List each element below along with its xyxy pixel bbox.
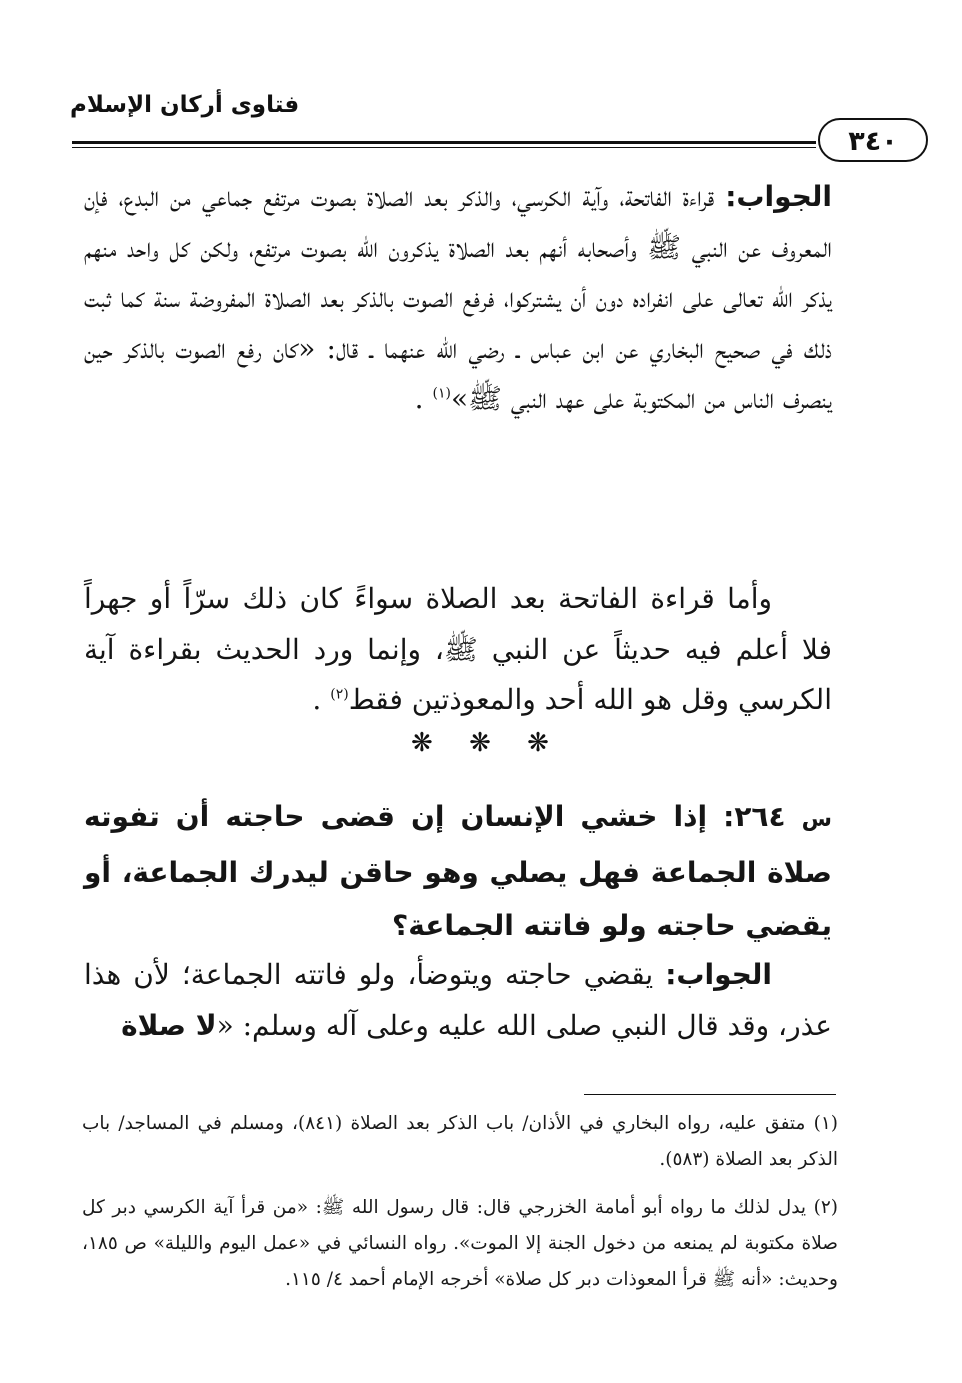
footnote-2 [82,1190,838,1298]
answer-lead: الجواب: [725,180,832,213]
question-264 [84,790,832,952]
question-text: : إذا خشي الإنسان إن قضى حاجته أن تفوته صلاة الجماعة فهل يصلي وهو حاقن ليدرك الجماعة، أو يقضي حاجته ولو فاتته الجماعة؟ [84,800,832,942]
answer-end: . [414,382,433,415]
question-mark: س [801,807,833,832]
section-separator: ❋ ❋ ❋ [411,728,549,758]
running-header-title: فتاوى أركان الإسلام [70,92,300,118]
answer-lead-2: الجواب: [665,958,772,991]
header-rule-thin [72,147,816,148]
footnote-number: (٢) [813,1197,838,1218]
question-number: ٢٦٤ [734,800,786,833]
answer-text: قراءة الفاتحة، وآية الكرسي، والذكر بعد الصلاة بصوت مرتفع جماعي من البدع، فإن المعروف عن النبي ﷺ وأصحابه أنهم بعد الصلاة يذكرون الله بصوت مرتفع، ولكن كل واحد منهم يذكر الله تعالى على انفراده دون أن يشتركوا، فرفع الصوت بالذكر بعد الصلاة المفروضة سنة كما ثبت ذلك في صحيح البخاري عن ابن عباس ـ رضي الله عنهما ـ قال: «كان رفع الصوت بالذكر حين ينصرف الناس من المكتوبة على عهد النبي ﷺ» [84,180,832,415]
header-rule [72,141,816,144]
answer-paragraph-2 [84,574,832,726]
footnote-text: متفق عليه، رواه البخاري في الأذان/ باب الذكر بعد الصلاة (٨٤١)، ومسلم في المساجد/ باب الذكر بعد الصلاة (٥٨٣). [82,1113,838,1170]
footnote-text: يدل لذلك ما رواه أبو أمامة الخزرجي قال: قال رسول الله ﷺ: «من قرأ آية الكرسي دبر كل صلاة مكتوبة لم يمنعه من دخول الجنة إلا الموت». رواه النسائي في «عمل اليوم والليلة» ص ١٨٥، وحديث: «أنه ﷺ قرأ المعوذات دبر كل صلاة» أخرجه الإمام أحمد ٤/ ١١٥. [82,1197,838,1290]
answer-bold-tail: لا صلاة [121,1008,217,1042]
footnote-number: (١) [813,1113,838,1134]
answer-paragraph-1 [84,172,832,425]
answer-paragraph-3 [84,950,832,1051]
footnote-ref-2: (٢) [330,686,349,703]
footnote-rule [584,1094,836,1095]
answer-end-2: . [312,683,331,716]
page-number-badge: ٣٤٠ [818,118,928,162]
footnote-ref-1: (١) [432,385,451,402]
answer-text-2: وأما قراءة الفاتحة بعد الصلاة سواءً كان ذلك سرّاً أو جهراً فلا أعلم فيه حديثاً عن النبي ﷺ، وإنما ورد الحديث بقراءة آية الكرسي وقل هو الله أحد والمعوذتين فقط [84,582,832,716]
answer-text-3: يقضي حاجته ويتوضأ، ولو فاتته الجماعة؛ لأن هذا عذر، وقد قال النبي صلى الله عليه وعلى آله وسلم: « [84,958,832,1042]
footnote-1 [82,1106,838,1178]
